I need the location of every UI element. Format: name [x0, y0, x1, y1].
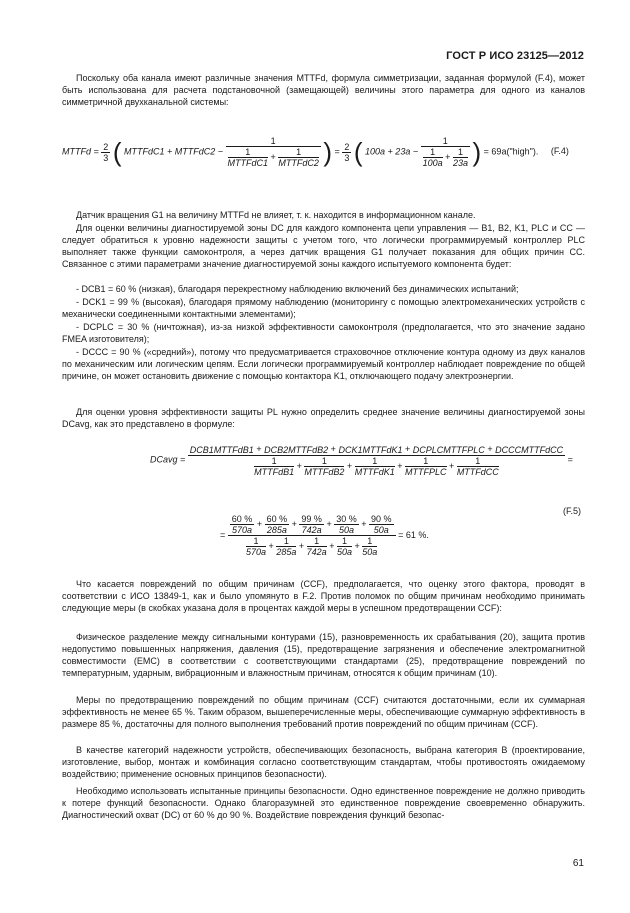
f4-lhs: MTTFd = — [62, 146, 99, 157]
f4-term1: MTTFdC1 + MTTFdC2 − — [124, 146, 224, 157]
paragraph-principles: Необходимо использовать испытанные принципы безопасности. Одно единственное повреждение не должно приводить к потере функций безопасности. Однако благоразумней это единственное повреждение своевременно обнаружить. Диагностический охват (DC) от 60 % до 90 %. Воздействие повреждения функций безопас- — [62, 786, 585, 820]
page-number: 61 — [572, 858, 584, 869]
f5-result: = 61 %. — [398, 529, 429, 540]
list-item-dcb1: - DCB1 = 60 % (низкая), благодаря перекрестному наблюдению включений без динамических испытаний; — [76, 284, 519, 294]
f4-fraction2: 1 $\frac{1}{100a}$ + $\frac{1}{23a}$ — [422, 136, 468, 168]
f4-two-thirds: $\frac{2}{3}$ — [103, 141, 109, 163]
f5-numeric-fraction: $\frac{60 \%}{570a}$ + $\frac{60 \%}{285a}$ + $\frac{99 \%}{742a}$ + $\frac{30 \%}{50a}$ + $\frac{90 \%}{50a}$ $\frac{1}{570a}$ + $\frac{1}{285a}$ + $\frac{1}{742a}$ + $\frac{1}{50a}$ + $\frac{1}{50a}$ — [228, 514, 396, 557]
paragraph-category: В качестве категорий надежности устройств, обеспечивающих безопасность, выбрана категория В (проектирование, изготовление, выбор, монтаж и комбинация согласно соответствующим стандартам, чтобы противостоять ожидаемому воздействию; применение основных принципов безопасности). — [62, 745, 585, 779]
f4-close-paren-b: ) — [472, 137, 482, 167]
f4-open-paren-b: ( — [353, 137, 363, 167]
f5-label: (F.5) — [563, 506, 581, 516]
f4-eq: = — [334, 146, 340, 157]
paragraph-g1: Датчик вращения G1 на величину MTTFd не влияет, т. к. находится в информационном канале. — [76, 210, 476, 220]
f4-close-paren: ) — [323, 137, 333, 167]
standard-header: ГОСТ Р ИСО 23125—2012 — [446, 50, 584, 62]
f4-open-paren: ( — [112, 137, 122, 167]
paragraph-symmetrization: Поскольку оба канала имеют различные значения MTTFd, формула симметризации, заданная формулой (F.4), может быть использована для расчета подстановочной (замещающей) величины этого параметра для одного из каналов симметричной двухканальной системы: — [62, 73, 585, 107]
f4-result: = 69a("high"). — [483, 146, 539, 157]
formula-f5-line1 — [150, 444, 573, 477]
paragraph-dcavg: Для оценки уровня эффективности защиты PL нужно определить среднее значение величины диагностируемой зоны DCavg, как это представлено в формуле: — [62, 407, 585, 429]
f4-label: (F.4) — [550, 146, 569, 157]
f5-main-fraction: DCB1MTTFdB1 + DCB2MTTFdB2 + DCK1MTTFdK1 + DCPLCMTTFPLC + DCCCMTTFdCC 1 MTTFdB1 + 1 MTTFdB2 + 1 MTTFdK1 + 1 MTTFPLC + 1 MTTFdCC — [189, 444, 564, 477]
f5-lhs: DCavg = — [150, 454, 186, 465]
f5-eq2: = — [220, 529, 226, 540]
list-item-dcplc: - DCPLC = 30 % (ничтожная), из-за низкой эффективности самоконтроля (предполагается, что это значение задано FMEA изготовителя); — [62, 322, 585, 344]
paragraph-dc-components: Для оценки величины диагностируемой зоны DC для каждого компонента цепи управления — B1, B2, K1, PLC и CC — следует обратиться к уровню надежности защиты с учетом того, что логически программируемый контроллер PLC выполняет также функции самоконтроля, а через датчик вращения G1 получает показания для общих причин CC. Связанное с этими параметрами значение диагностируемой зоны каждого испытуемого компонента будет: — [62, 223, 585, 269]
f4-fraction1: 1 1 MTTFdC1 + 1 MTTFdC2 — [227, 136, 319, 168]
f5-eq1: = — [567, 454, 573, 465]
paragraph-measures: Физическое разделение между сигнальными контурами (15), разновременность их срабатывания (20), защита против недопустимо повышенных напряжения, давления (15), предотвращение загрязнения и обеспечение электромагнитной совместимости (ЕМС) в соответствии с соответствующими стандартами (25), предотвращение повреждений по температурным, ударным, вибрационным и влажностным причинам, относятся к общим причинам (10). — [62, 632, 585, 678]
formula-f4 — [62, 136, 592, 168]
paragraph-ccf: Что касается повреждений по общим причинам (CCF), предполагается, что оценку этого фактора, проводят в соответствии с ИСО 13849-1, как и было упомянуто в F.2. Против поломок по общим причинам необходимо принимать следующие меры (в скобках указана доля в процентах каждой меры в успешном предотвращении CCF): — [62, 579, 585, 613]
list-item-dccc: - DCCC = 90 % («средний»), потому что предусматривается страховочное отключение контура одному из двух каналов по механическим или логическим цепям. Если логически программируемый контроллер наблюдает повреждение по общей причине, он может остановить движение с помощью контактора K1, отключающего подачу электроэнергии. — [62, 347, 585, 381]
f4-two-thirds-b: $\frac{2}{3}$ — [344, 141, 350, 163]
paragraph-ccf-sufficient: Меры по предотвращению повреждений по общим причинам (CCF) считаются достаточными, если их суммарная эффективность не менее 65 %. Таким образом, вышеперечисленные меры, обеспечивающие суммарную эффективность в размере 85 %, достаточны для полного выполнения требований против повреждений по общим причинам (CCF). — [62, 695, 585, 729]
f4-term2: 100a + 23a − — [365, 146, 419, 157]
list-item-dck1: - DCK1 = 99 % (высокая), благодаря прямому наблюдению (мониторингу с помощью электромеханических устройств с механически соединенными контактными элементами); — [62, 297, 585, 319]
formula-f5-line2 — [220, 514, 429, 557]
